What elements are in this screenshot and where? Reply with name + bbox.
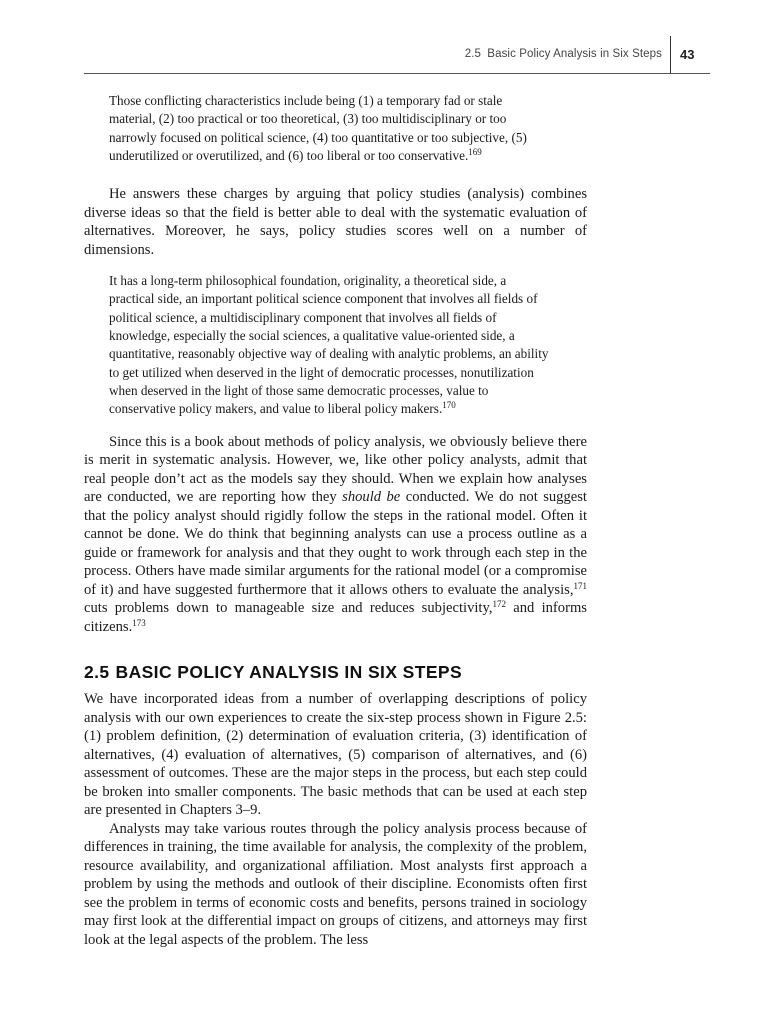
paragraph-analysts-routes: Analysts may take various routes through the policy analysis process because of differences in training, the time available for analysis, the complexity of the problem, resource availability, and organizational affiliation. Most analysts first approach a problem by using the methods and outlook of their discipline. Economists often first see the problem in terms of economic costs and benefits, persons trained in sociology may first look at the differential impact on groups of citizens, and attorneys may first look at the legal aspects of the problem. The less <box>84 820 587 948</box>
paragraph-methods-text-1: Since this is a book about methods of policy analysis, we obviously believe there is merit in systematic analysis. However, we, like other policy analysts, admit that real people don’t act as the models say they should. When we explain how analyses are conducted, we are reporting how they <box>84 433 587 506</box>
footnote-ref-172: 172 <box>492 599 506 610</box>
page-number: 43 <box>680 47 695 62</box>
paragraph-answers-charges: He answers these charges by arguing that policy studies (analysis) combines diverse ideas so that the field is better able to deal with the systematic evaluation of alternatives. Moreover, he says, policy studies scores well on a number of dimensions. <box>84 186 587 258</box>
paragraph-methods-text-3: cuts problems down to manageable size and reduces subjectivity, <box>84 600 493 617</box>
header-horizontal-rule <box>84 73 710 74</box>
footnote-ref-169: 169 <box>468 146 482 157</box>
running-header <box>0 44 768 76</box>
paragraph-methods-text-4: and informs citizens. <box>84 600 587 635</box>
block-quote-2-text: It has a long-term philosophical foundation, originality, a theoretical side, a practical side, an important political science component that involves all fields of political science, a multidisciplinary component that involves all fields of knowledge, especially the social sciences, a qualitative value-oriented side, a quantitative, reasonably objective way of dealing with analytic problems, an ability to get utilized when deserved in the light of democratic processes, nonutilization when deserved in the light of those same democratic processes, value to conservative policy makers, and value to liberal policy makers. <box>109 273 549 417</box>
block-quote-1-text: Those conflicting characteristics include being (1) a temporary fad or stale material, (2) too practical or too theoretical, (3) too multidisciplinary or too narrowly focused on political science, (4) too quantitative or too subjective, (5) underutilized or overutilized, and (6) too liberal or too conservative. <box>109 93 527 163</box>
paragraph-methods-book <box>84 433 587 637</box>
running-head-title <box>465 48 662 60</box>
block-quote-1 <box>109 92 549 165</box>
footnote-ref-173: 173 <box>132 617 146 628</box>
section-heading-title: BASIC POLICY ANALYSIS IN SIX STEPS <box>115 662 463 683</box>
header-vertical-rule <box>670 36 671 74</box>
section-heading <box>84 662 587 683</box>
emphasis-should-be: should be <box>342 489 401 506</box>
footnote-ref-171: 171 <box>573 580 587 591</box>
running-head-section-number: 2.5 <box>464 48 481 60</box>
running-head-section-title: Basic Policy Analysis in Six Steps <box>487 48 662 60</box>
block-quote-2 <box>109 272 549 418</box>
page-body <box>84 92 587 949</box>
paragraph-methods-text-2: conducted. We do not suggest that the policy analyst should rigidly follow the steps in the rational model. Often it cannot be done. We do think that beginning analysts can use a process outline as a guide or framework for analysis and that they ought to work through each step in the process. Others have made similar arguments for the rational model (or a compromise of it) and have suggested furthermore that it allows others to evaluate the analysis, <box>84 489 587 598</box>
paragraph-six-step-process: We have incorporated ideas from a number of overlapping descriptions of policy analysis with our own experiences to create the six-step process shown in Figure 2.5: (1) problem definition, (2) determination of evaluation criteria, (3) identification of alternatives, (4) evaluation of alternatives, (5) comparison of alternatives, and (6) assessment of outcomes. These are the major steps in the process, but each step could be broken into smaller components. The basic methods that can be used at each step are presented in Chapters 3–9. <box>84 691 587 819</box>
section-heading-number: 2.5 <box>84 662 110 683</box>
footnote-ref-170: 170 <box>442 400 456 411</box>
